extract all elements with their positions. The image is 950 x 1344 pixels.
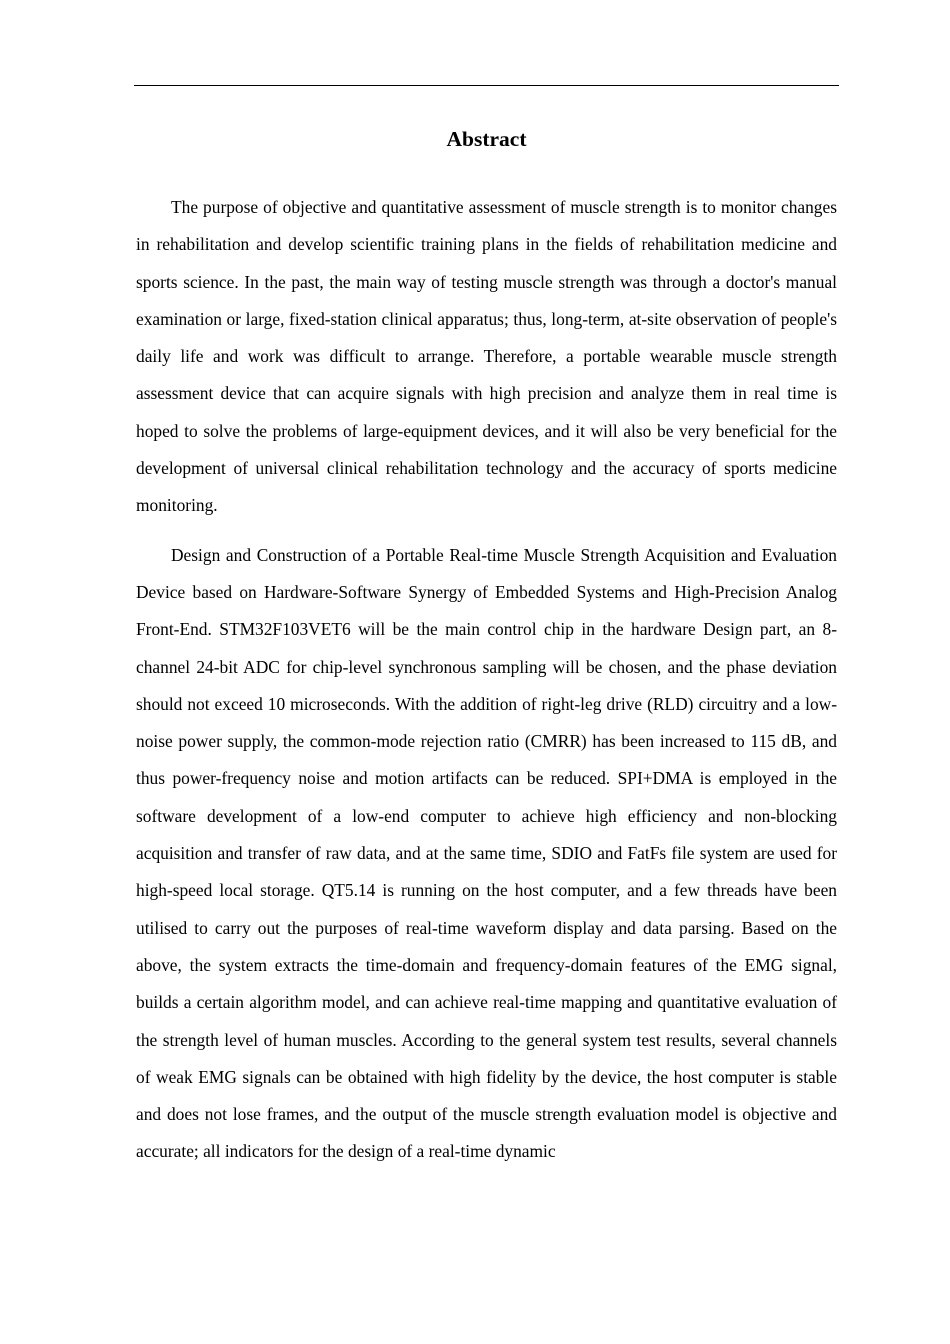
abstract-paragraph-1: The purpose of objective and quantitative assessment of muscle strength is to monitor changes in rehabilitation and develop scientific training plans in the fields of rehabilitation medicine and sports science. In the past, the main way of testing muscle strength was through a doctor's manual examination or large, fixed-station clinical apparatus; thus, long-term, at-site observation of people's daily life and work was difficult to arrange. Therefore, a portable wearable muscle strength assessment device that can acquire signals with high precision and analyze them in real time is hoped to solve the problems of large-equipment devices, and it will also be very beneficial for the development of universal clinical rehabilitation technology and the accuracy of sports medicine monitoring. [136,197,837,516]
abstract-paragraph-2: Design and Construction of a Portable Real-time Muscle Strength Acquisition and Evaluation Device based on Hardware-Software Synergy of Embedded Systems and High-Precision Analog Front-End. STM32F103VET6 will be the main control chip in the hardware Design part, an 8-channel 24-bit ADC for chip-level synchronous sampling will be chosen, and the phase deviation should not exceed 10 microseconds. With the addition of right-leg drive (RLD) circuitry and a low-noise power supply, the common-mode rejection ratio (CMRR) has been increased to 115 dB, and thus power-frequency noise and motion artifacts can be reduced. SPI+DMA is employed in the software development of a low-end computer to achieve high efficiency and non-blocking acquisition and transfer of raw data, and at the same time, SDIO and FatFs file system are used for high-speed local storage. QT5.14 is running on the host computer, and a few threads have been utilised to carry out the purposes of real-time waveform display and data parsing. Based on the above, the system extracts the time-domain and frequency-domain features of the EMG signal, builds a certain algorithm model, and can achieve real-time mapping and quantitative evaluation of the strength level of human muscles. According to the general system test results, several channels of weak EMG signals can be obtained with high fidelity by the device, the host computer is stable and does not lose frames, and the output of the muscle strength evaluation model is objective and accurate; all indicators for the design of a real-time dynamic [136,544,837,1162]
header-rule [134,85,839,86]
abstract-body [136,189,837,1171]
page-title: Abstract [446,127,527,151]
